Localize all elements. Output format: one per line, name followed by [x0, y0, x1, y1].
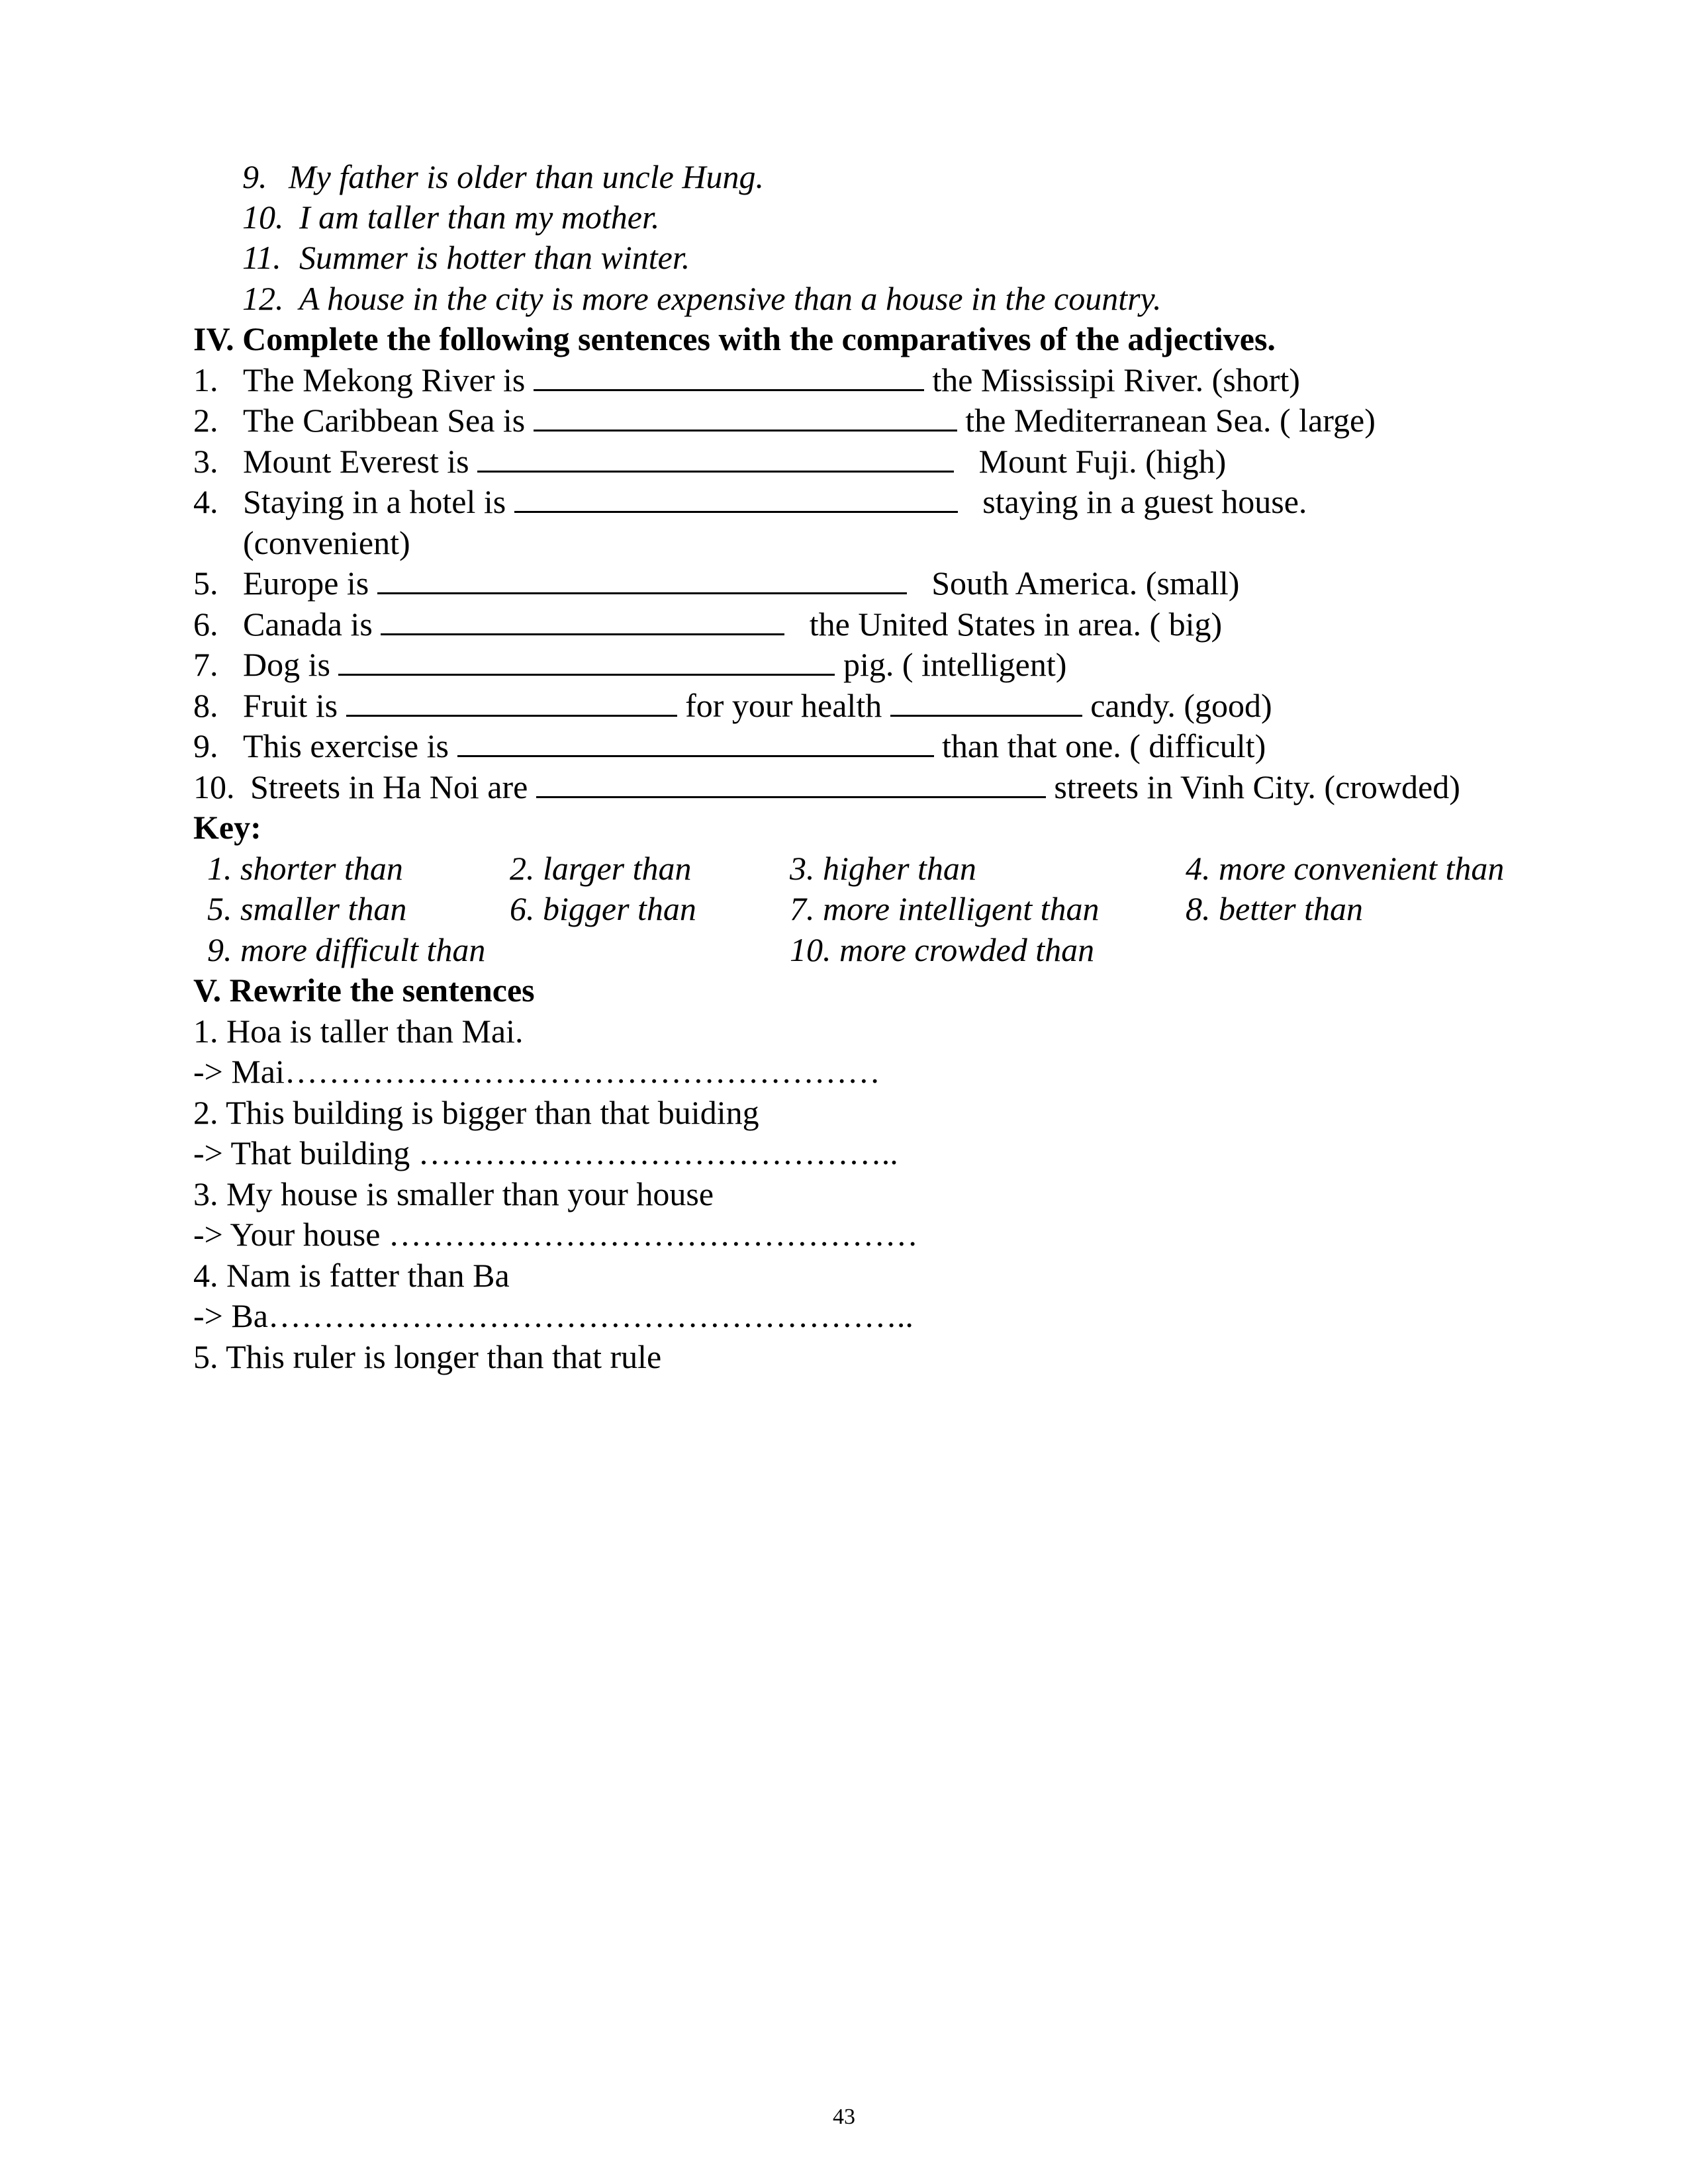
key-answer-3: 3. higher than [790, 850, 976, 887]
item-number: 10. [242, 199, 284, 236]
item-prompt: The Caribbean Sea is the Mediterranean Sea. ( large) [243, 402, 1376, 439]
key-answer-4: 4. more convenient than [1186, 850, 1505, 887]
key-answer-9: 9. more difficult than [207, 931, 486, 968]
item-text: A house in the city is more expensive than a house in the country. [299, 280, 1162, 317]
answer-blank[interactable] [457, 726, 934, 757]
item-number: 10. [193, 768, 235, 805]
answer-blank[interactable] [381, 604, 784, 635]
answer-blank[interactable] [534, 400, 957, 432]
item-number: 8. [193, 687, 218, 724]
item-number: 11. [242, 239, 281, 276]
item-text: My father is older than uncle Hung. [289, 158, 764, 195]
item-prompt: Streets in Ha Noi are streets in Vinh City. (crowded) [250, 768, 1460, 805]
answer-blank[interactable] [477, 441, 954, 473]
exercise-item-4-continuation: (convenient) [243, 524, 410, 561]
exercise-item-6 [193, 604, 1223, 645]
item-prompt: Canada is the United States in area. ( big) [243, 606, 1223, 643]
rewrite-answer-line-4[interactable]: -> Ba………………………………………………….. [193, 1297, 914, 1334]
answer-blank[interactable] [536, 767, 1046, 798]
item-prompt: Dog is pig. ( intelligent) [243, 646, 1067, 683]
item-number: 4. [193, 483, 218, 520]
exercise-item-3 [193, 441, 1227, 482]
answer-blank[interactable] [514, 482, 958, 513]
key-answer-5: 5. smaller than [207, 890, 407, 927]
answer-blank[interactable] [338, 645, 835, 676]
item-text: Summer is hotter than winter. [299, 239, 690, 276]
rewrite-line-1: 1. Hoa is taller than Mai. [193, 1013, 524, 1050]
key-answer-6: 6. bigger than [510, 890, 696, 927]
item-number: 12. [242, 280, 284, 317]
item-number: 1. [193, 361, 218, 398]
item-number: 7. [193, 646, 218, 683]
item-number: 6. [193, 606, 218, 643]
exercise-item-7 [193, 644, 1067, 685]
key-label: Key: [193, 809, 261, 846]
item-prompt: Staying in a hotel is staying in a guest house. [243, 483, 1307, 520]
item-prompt: Mount Everest is Mount Fuji. (high) [243, 443, 1227, 480]
carry-over-item-9 [242, 156, 764, 197]
key-answer-1: 1. shorter than [207, 850, 403, 887]
item-number: 3. [193, 443, 218, 480]
rewrite-line-2: 2. This building is bigger than that buiding [193, 1094, 759, 1131]
rewrite-answer-line-1[interactable]: -> Mai……………………………………………… [193, 1053, 880, 1090]
item-number: 9. [193, 727, 218, 764]
item-prompt: This exercise is than that one. ( difficult) [243, 727, 1266, 764]
rewrite-answer-line-2[interactable]: -> That building …………………………………….. [193, 1134, 898, 1171]
key-answer-7: 7. more intelligent than [790, 890, 1100, 927]
item-number: 2. [193, 402, 218, 439]
carry-over-item-12 [242, 278, 1162, 319]
item-prompt: The Mekong River is the Mississipi River. (short) [243, 361, 1300, 398]
rewrite-answer-line-3[interactable]: -> Your house ………………………………………… [193, 1216, 918, 1253]
exercise-item-9 [193, 725, 1266, 766]
item-number: 9. [242, 158, 267, 195]
item-number: 5. [193, 565, 218, 602]
page-number: 43 [833, 2105, 855, 2129]
exercise-item-10 [193, 766, 1460, 807]
carry-over-item-10 [242, 197, 660, 238]
answer-blank[interactable] [890, 686, 1082, 717]
section-4-heading: IV. Complete the following sentences with the comparatives of the adjectives. [193, 320, 1276, 357]
exercise-item-1 [193, 359, 1300, 400]
rewrite-line-5: 5. This ruler is longer than that rule [193, 1338, 662, 1375]
rewrite-line-4: 4. Nam is fatter than Ba [193, 1257, 510, 1294]
answer-blank[interactable] [377, 563, 907, 594]
item-text: I am taller than my mother. [299, 199, 660, 236]
key-answer-2: 2. larger than [510, 850, 692, 887]
answer-blank[interactable] [534, 360, 924, 391]
exercise-item-2 [193, 400, 1376, 441]
key-answer-8: 8. better than [1186, 890, 1364, 927]
rewrite-line-3: 3. My house is smaller than your house [193, 1175, 714, 1212]
item-prompt: Europe is South America. (small) [243, 565, 1240, 602]
answer-blank[interactable] [346, 686, 677, 717]
section-5-heading: V. Rewrite the sentences [193, 972, 535, 1009]
item-prompt: Fruit is for your health candy. (good) [243, 687, 1272, 724]
key-answer-10: 10. more crowded than [790, 931, 1095, 968]
carry-over-item-11 [242, 237, 690, 278]
exercise-item-5 [193, 563, 1240, 604]
exercise-item-4 [193, 481, 1307, 522]
exercise-item-8 [193, 685, 1272, 726]
